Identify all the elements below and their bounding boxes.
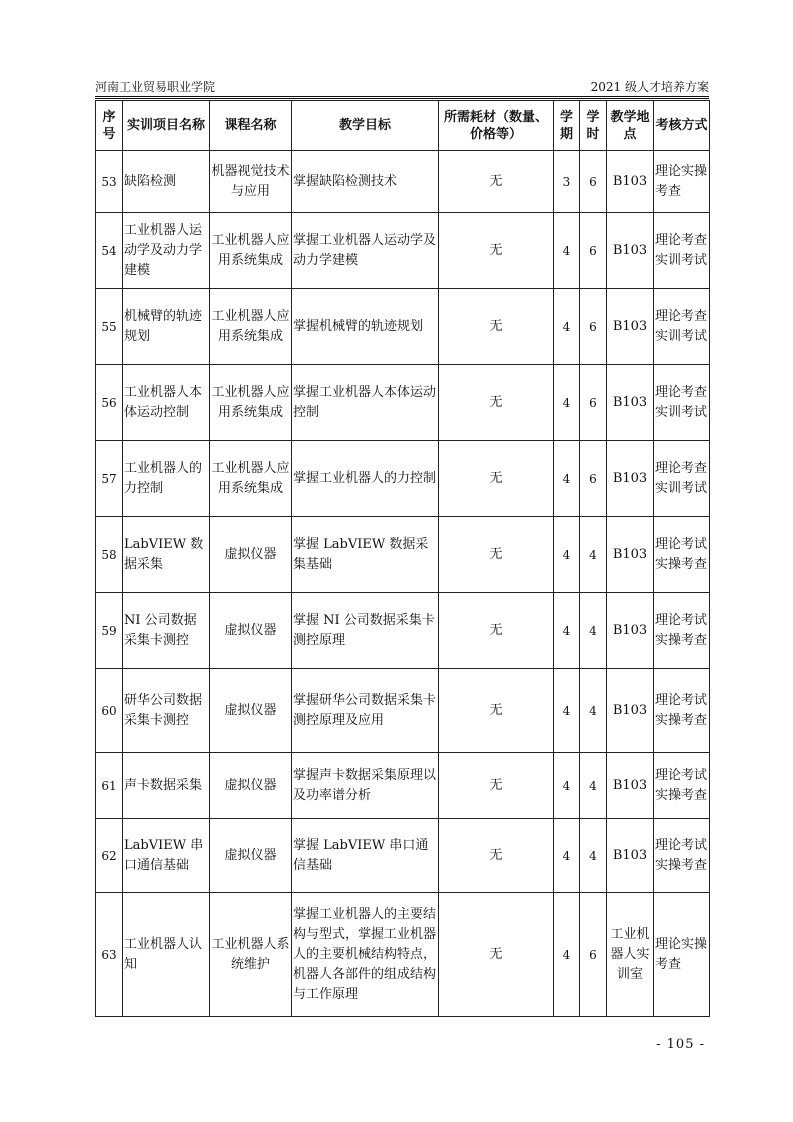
header-rule-secondary (95, 98, 709, 99)
cell-hours: 4 (580, 753, 607, 819)
header-institution: 河南工业贸易职业学院 (95, 80, 216, 94)
col-header-term: 学期 (554, 101, 580, 151)
table-row (96, 753, 710, 819)
cell-location: B103 (607, 669, 654, 753)
cell-project: NI 公司数据采集卡测控 (123, 593, 210, 669)
cell-term: 4 (554, 893, 580, 1017)
cell-goal: 掌握工业机器人本体运动控制 (292, 365, 439, 441)
header-rule (95, 96, 709, 97)
cell-project: 声卡数据采集 (123, 753, 210, 819)
cell-hours: 4 (580, 819, 607, 893)
cell-course: 机器视觉技术与应用 (210, 151, 292, 213)
cell-hours: 4 (580, 517, 607, 593)
cell-assessment: 理论实操考查 (654, 893, 710, 1017)
cell-hours: 6 (580, 289, 607, 365)
cell-course: 虚拟仪器 (210, 593, 292, 669)
cell-term: 4 (554, 441, 580, 517)
cell-goal: 掌握 LabVIEW 串口通信基础 (292, 819, 439, 893)
cell-term: 4 (554, 213, 580, 289)
cell-hours: 4 (580, 593, 607, 669)
cell-materials: 无 (439, 365, 554, 441)
training-table (95, 100, 710, 1017)
cell-assessment: 理论考查实训考试 (654, 441, 710, 517)
cell-assessment: 理论考查实训考试 (654, 365, 710, 441)
cell-assessment: 理论考试实操考查 (654, 593, 710, 669)
cell-location: B103 (607, 441, 654, 517)
table-row (96, 669, 710, 753)
table-row (96, 365, 710, 441)
page-number: - 105 - (656, 1037, 705, 1052)
cell-term: 4 (554, 819, 580, 893)
cell-location: B103 (607, 517, 654, 593)
cell-materials: 无 (439, 593, 554, 669)
cell-project: 机械臂的轨迹规划 (123, 289, 210, 365)
cell-course: 工业机器人系统维护 (210, 893, 292, 1017)
cell-project: 缺陷检测 (123, 151, 210, 213)
cell-term: 4 (554, 593, 580, 669)
cell-goal: 掌握声卡数据采集原理以及功率谱分析 (292, 753, 439, 819)
cell-course: 虚拟仪器 (210, 819, 292, 893)
cell-assessment: 理论考试实操考查 (654, 517, 710, 593)
cell-no: 57 (96, 441, 123, 517)
cell-assessment: 理论考试实操考查 (654, 819, 710, 893)
col-header-project: 实训项目名称 (123, 101, 210, 151)
table-row (96, 441, 710, 517)
cell-location: B103 (607, 289, 654, 365)
col-header-course: 课程名称 (210, 101, 292, 151)
cell-course: 工业机器人应用系统集成 (210, 289, 292, 365)
col-header-goal: 教学目标 (292, 101, 439, 151)
cell-location: B103 (607, 213, 654, 289)
cell-term: 4 (554, 289, 580, 365)
table-row (96, 289, 710, 365)
cell-goal: 掌握工业机器人的主要结构与型式，掌握工业机器人的主要机械结构特点，机器人各部件的组成结构与工作原理 (292, 893, 439, 1017)
cell-no: 55 (96, 289, 123, 365)
cell-hours: 4 (580, 669, 607, 753)
cell-term: 4 (554, 365, 580, 441)
cell-project: 工业机器人运动学及动力学建模 (123, 213, 210, 289)
cell-project: LabVIEW 串口通信基础 (123, 819, 210, 893)
cell-assessment: 理论考试实操考查 (654, 669, 710, 753)
cell-goal: 掌握 LabVIEW 数据采集基础 (292, 517, 439, 593)
cell-materials: 无 (439, 213, 554, 289)
cell-no: 62 (96, 819, 123, 893)
cell-term: 4 (554, 669, 580, 753)
cell-term: 4 (554, 517, 580, 593)
cell-hours: 6 (580, 441, 607, 517)
cell-no: 59 (96, 593, 123, 669)
cell-location: B103 (607, 593, 654, 669)
cell-goal: 掌握机械臂的轨迹规划 (292, 289, 439, 365)
cell-assessment: 理论考查实训考试 (654, 289, 710, 365)
cell-materials: 无 (439, 517, 554, 593)
col-header-location: 教学地点 (607, 101, 654, 151)
cell-no: 58 (96, 517, 123, 593)
cell-location: B103 (607, 151, 654, 213)
cell-materials: 无 (439, 289, 554, 365)
cell-materials: 无 (439, 893, 554, 1017)
cell-project: 工业机器人的力控制 (123, 441, 210, 517)
cell-project: 工业机器人本体运动控制 (123, 365, 210, 441)
cell-term: 3 (554, 151, 580, 213)
cell-no: 61 (96, 753, 123, 819)
cell-goal: 掌握 NI 公司数据采集卡测控原理 (292, 593, 439, 669)
cell-no: 60 (96, 669, 123, 753)
cell-assessment: 理论实操考查 (654, 151, 710, 213)
cell-materials: 无 (439, 441, 554, 517)
col-header-no: 序号 (96, 101, 123, 151)
cell-hours: 6 (580, 151, 607, 213)
table-row (96, 893, 710, 1017)
cell-goal: 掌握缺陷检测技术 (292, 151, 439, 213)
cell-materials: 无 (439, 753, 554, 819)
col-header-materials: 所需耗材（数量、价格等） (439, 101, 554, 151)
cell-assessment: 理论考试实操考查 (654, 753, 710, 819)
cell-no: 56 (96, 365, 123, 441)
cell-location: 工业机器人实训室 (607, 893, 654, 1017)
cell-location: B103 (607, 819, 654, 893)
cell-assessment: 理论考查实训考试 (654, 213, 710, 289)
table-body (96, 151, 710, 1017)
cell-materials: 无 (439, 819, 554, 893)
cell-project: 研华公司数据采集卡测控 (123, 669, 210, 753)
cell-no: 54 (96, 213, 123, 289)
cell-hours: 6 (580, 365, 607, 441)
page-header (95, 79, 709, 95)
cell-course: 工业机器人应用系统集成 (210, 441, 292, 517)
cell-course: 虚拟仪器 (210, 669, 292, 753)
col-header-assessment: 考核方式 (654, 101, 710, 151)
cell-hours: 6 (580, 893, 607, 1017)
cell-course: 虚拟仪器 (210, 753, 292, 819)
table-row (96, 213, 710, 289)
cell-goal: 掌握工业机器人运动学及动力学建模 (292, 213, 439, 289)
cell-materials: 无 (439, 151, 554, 213)
table-row (96, 517, 710, 593)
cell-no: 53 (96, 151, 123, 213)
cell-location: B103 (607, 365, 654, 441)
table-row (96, 593, 710, 669)
cell-goal: 掌握研华公司数据采集卡测控原理及应用 (292, 669, 439, 753)
cell-project: 工业机器人认知 (123, 893, 210, 1017)
cell-course: 虚拟仪器 (210, 517, 292, 593)
cell-project: LabVIEW 数据采集 (123, 517, 210, 593)
table-row (96, 151, 710, 213)
header-doc-title: 2021 级人才培养方案 (590, 80, 709, 94)
col-header-hours: 学时 (580, 101, 607, 151)
cell-location: B103 (607, 753, 654, 819)
cell-materials: 无 (439, 669, 554, 753)
cell-no: 63 (96, 893, 123, 1017)
cell-course: 工业机器人应用系统集成 (210, 213, 292, 289)
table-header-row (96, 101, 710, 151)
table-row (96, 819, 710, 893)
cell-term: 4 (554, 753, 580, 819)
cell-goal: 掌握工业机器人的力控制 (292, 441, 439, 517)
cell-course: 工业机器人应用系统集成 (210, 365, 292, 441)
cell-hours: 6 (580, 213, 607, 289)
